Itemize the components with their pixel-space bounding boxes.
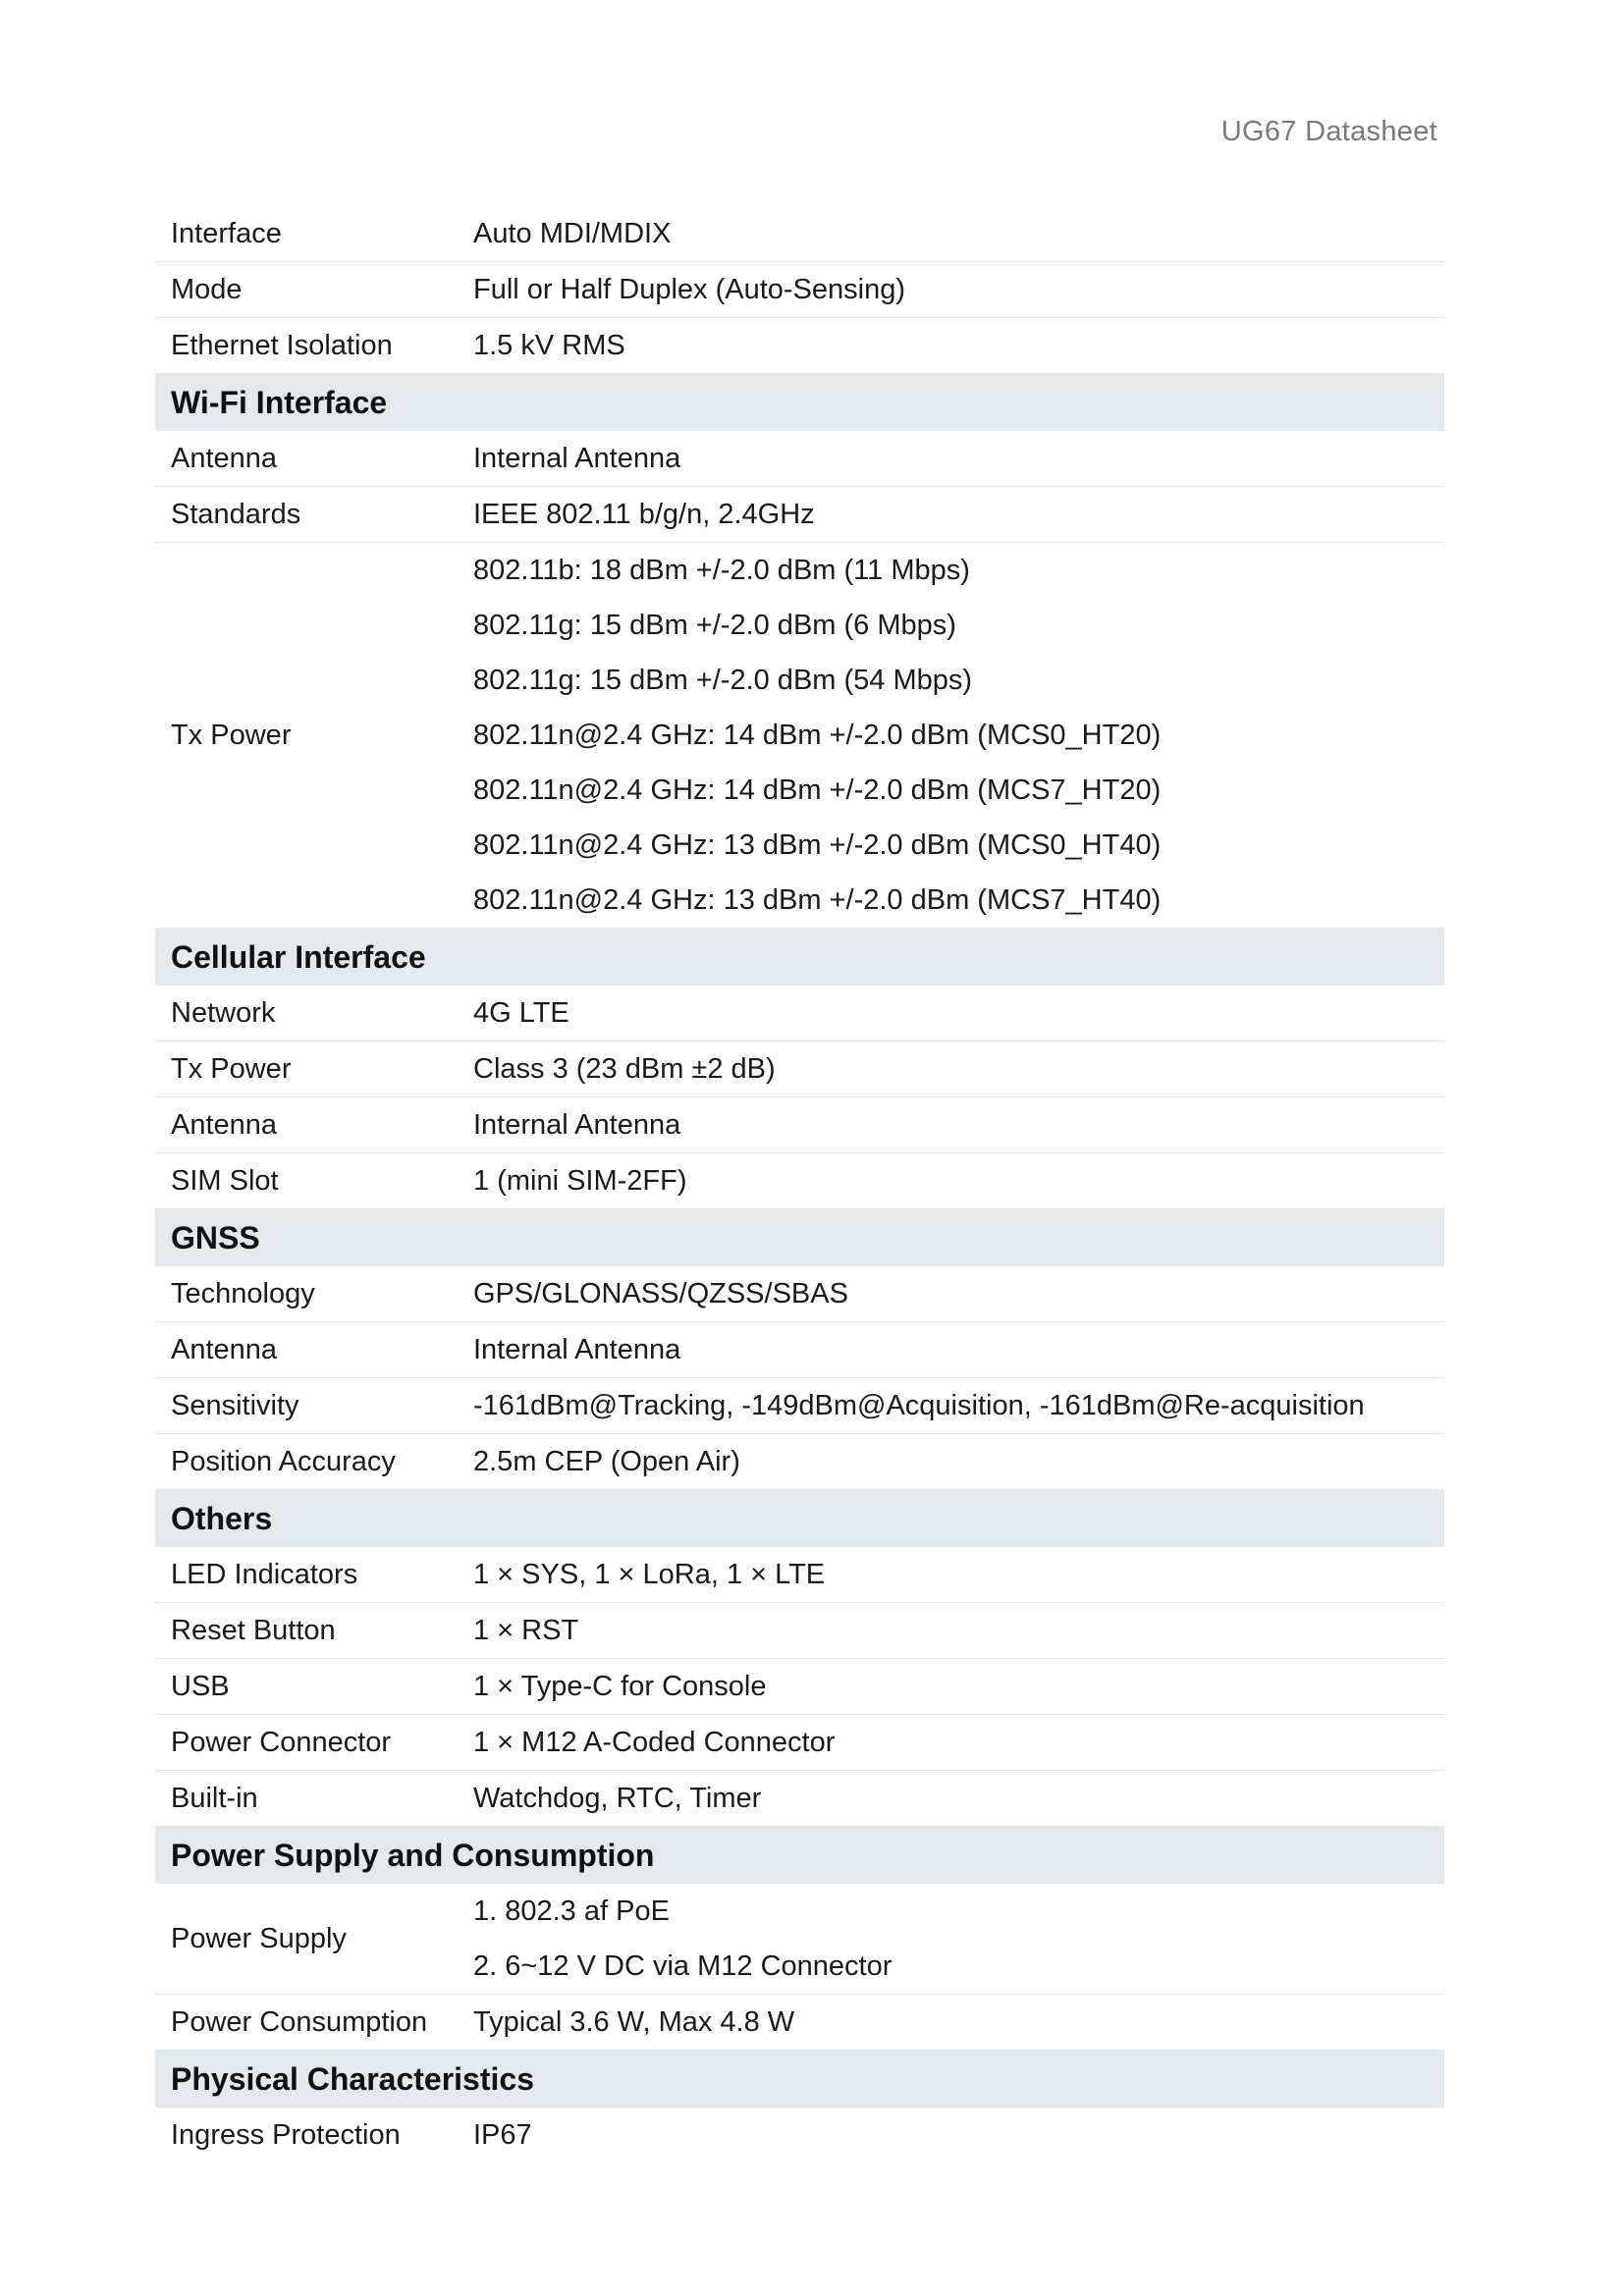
row-label: Antenna [171,1334,278,1365]
table-row [155,1603,1444,1659]
table-row [155,487,1444,543]
row-label: Technology [171,1278,315,1309]
row-label: Mode [171,274,243,305]
row-value: 1.5 kV RMS [473,330,625,361]
table-row [155,206,1444,262]
row-value: Internal Antenna [473,443,681,474]
table-row [155,1266,1444,1322]
row-label: Reset Button [171,1615,336,1646]
row-value: 1 (mini SIM-2FF) [473,1165,687,1197]
row-label: SIM Slot [171,1165,279,1197]
row-label: Tx Power [171,720,292,751]
section-heading-power: Power Supply and Consumption [155,1827,1444,1884]
row-value: 2.5m CEP (Open Air) [473,1446,740,1477]
power-supply-value: 2. 6~12 V DC via M12 Connector [473,1950,893,1982]
table-row-tx-power [155,543,1444,929]
table-row [155,1041,1444,1097]
row-value: Auto MDI/MDIX [473,218,672,249]
table-row [155,318,1444,374]
row-label: Standards [171,499,301,530]
row-value: Internal Antenna [473,1334,681,1365]
spec-table [155,206,1444,2163]
table-row [155,1097,1444,1153]
row-value: 1 × SYS, 1 × LoRa, 1 × LTE [473,1559,826,1590]
tx-power-value: 802.11n@2.4 GHz: 14 dBm +/-2.0 dBm (MCS7_HT20) [473,774,1162,806]
table-row [155,2108,1444,2163]
document-header: UG67 Datasheet [1220,116,1437,147]
row-label: LED Indicators [171,1559,358,1590]
row-value: IEEE 802.11 b/g/n, 2.4GHz [473,499,815,530]
table-row [155,1322,1444,1378]
row-value: 4G LTE [473,997,569,1029]
row-value: Internal Antenna [473,1109,681,1141]
table-row [155,262,1444,318]
table-row [155,1771,1444,1827]
tx-power-value: 802.11g: 15 dBm +/-2.0 dBm (6 Mbps) [473,610,956,641]
row-label: Power Supply [171,1923,347,1954]
table-row [155,431,1444,487]
table-row [155,1378,1444,1434]
row-label: Antenna [171,443,278,474]
row-label: Power Connector [171,1727,392,1758]
tx-power-value: 802.11b: 18 dBm +/-2.0 dBm (11 Mbps) [473,555,970,586]
row-label: Ingress Protection [171,2119,401,2151]
table-row [155,1715,1444,1771]
row-label: Built-in [171,1783,258,1814]
power-supply-value: 1. 802.3 af PoE [473,1896,670,1927]
section-heading-physical: Physical Characteristics [155,2051,1444,2108]
row-label: Interface [171,218,282,249]
row-value-list [473,1884,1444,1994]
row-label: Tx Power [171,1053,292,1085]
row-value-list [473,543,1444,928]
table-row-power-supply [155,1884,1444,1995]
section-heading-cellular: Cellular Interface [155,929,1444,986]
table-row [155,1995,1444,2051]
section-heading-gnss: GNSS [155,1209,1444,1266]
tx-power-value: 802.11n@2.4 GHz: 14 dBm +/-2.0 dBm (MCS0_HT20) [473,720,1162,751]
table-row [155,1547,1444,1603]
row-value: 1 × RST [473,1615,579,1646]
table-row [155,1434,1444,1490]
section-heading-others: Others [155,1490,1444,1547]
row-label: Position Accuracy [171,1446,396,1477]
row-value: Class 3 (23 dBm ±2 dB) [473,1053,776,1085]
row-value: GPS/GLONASS/QZSS/SBAS [473,1278,848,1309]
row-value: Full or Half Duplex (Auto-Sensing) [473,274,906,305]
row-value: Typical 3.6 W, Max 4.8 W [473,2006,795,2038]
row-value: IP67 [473,2119,532,2151]
tx-power-value: 802.11n@2.4 GHz: 13 dBm +/-2.0 dBm (MCS7_HT40) [473,884,1162,916]
row-label: Antenna [171,1109,278,1141]
row-value: 1 × M12 A-Coded Connector [473,1727,836,1758]
row-value: 1 × Type-C for Console [473,1671,767,1702]
table-row [155,986,1444,1041]
row-label: Network [171,997,276,1029]
row-label: USB [171,1671,230,1702]
row-value: -161dBm@Tracking, -149dBm@Acquisition, -161dBm@Re-acquisition [473,1390,1365,1421]
table-row [155,1659,1444,1715]
row-value: Watchdog, RTC, Timer [473,1783,762,1814]
table-row [155,1153,1444,1209]
row-label: Ethernet Isolation [171,330,393,361]
row-label: Sensitivity [171,1390,299,1421]
tx-power-value: 802.11n@2.4 GHz: 13 dBm +/-2.0 dBm (MCS0_HT40) [473,829,1162,861]
tx-power-value: 802.11g: 15 dBm +/-2.0 dBm (54 Mbps) [473,665,973,696]
section-heading-wifi: Wi-Fi Interface [155,374,1444,431]
row-label: Power Consumption [171,2006,428,2038]
